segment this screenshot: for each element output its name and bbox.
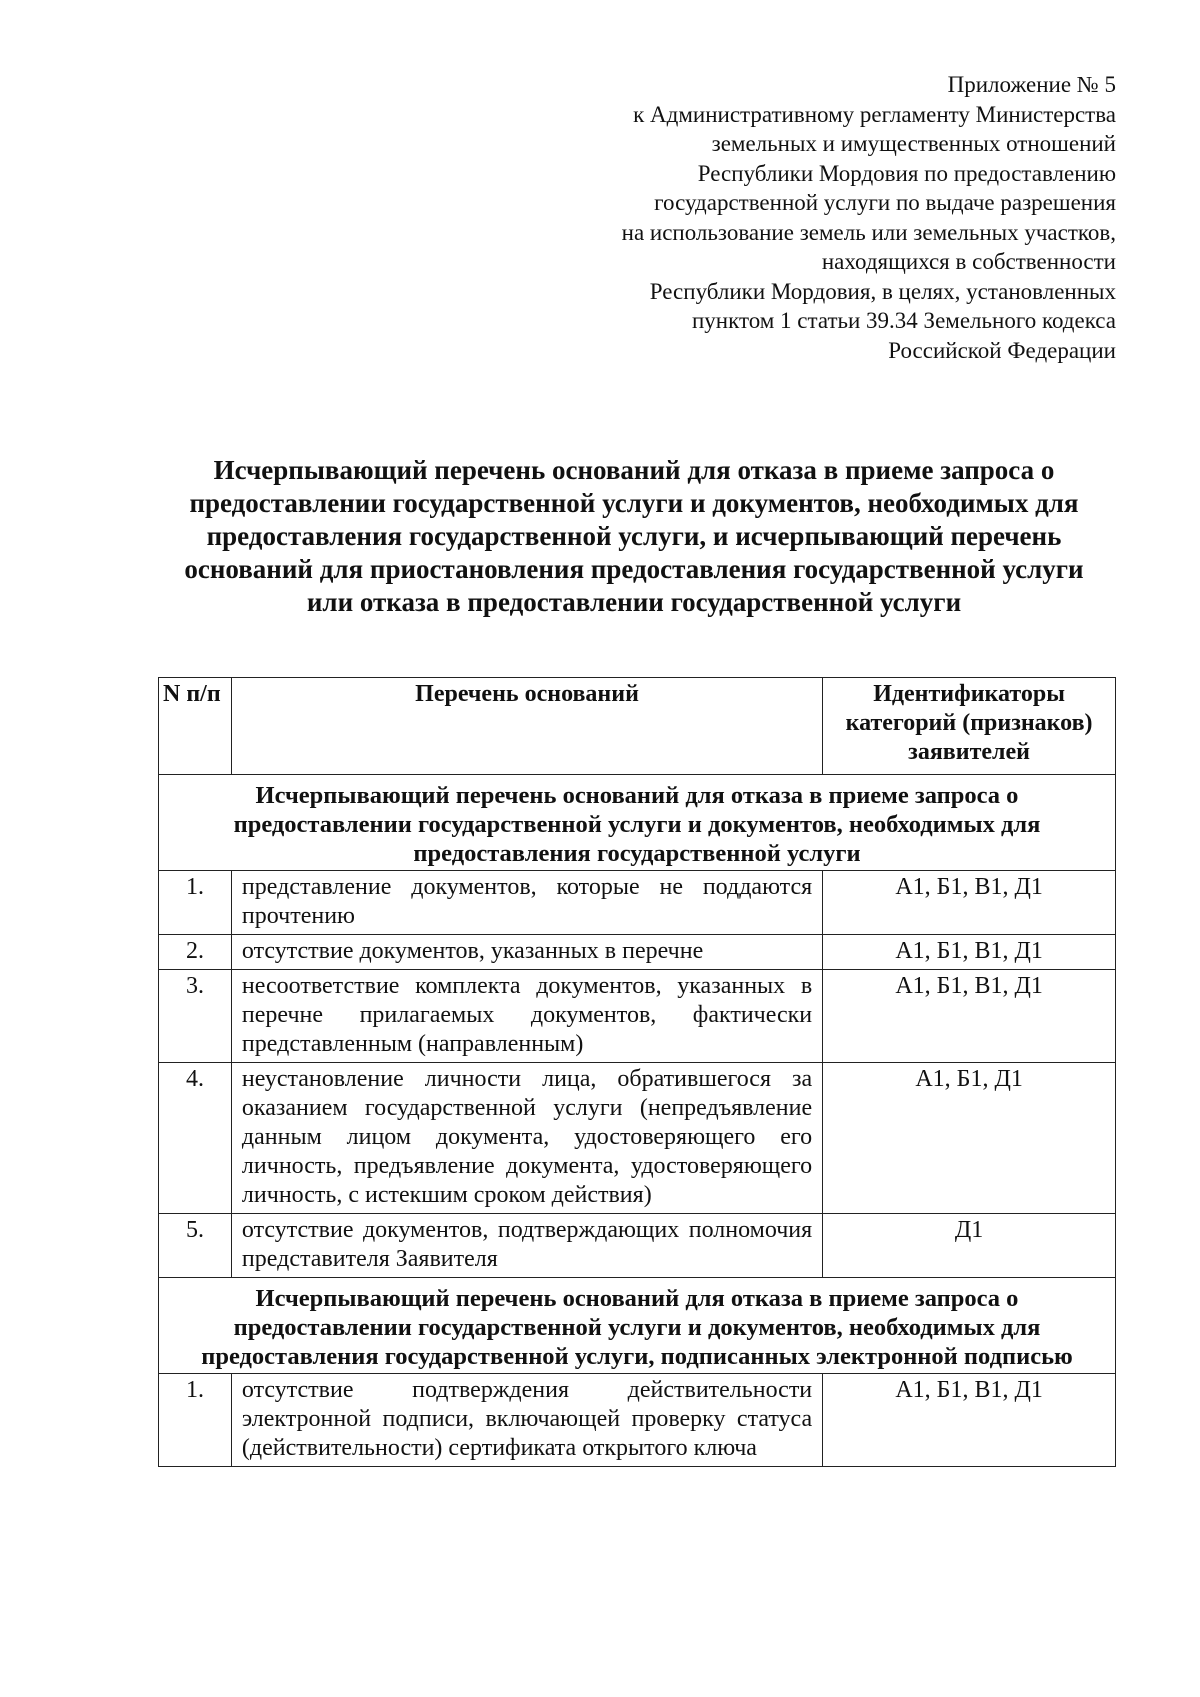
- row-num: 2.: [159, 935, 232, 970]
- header-grounds: Перечень оснований: [231, 678, 822, 775]
- title-line: Исчерпывающий перечень оснований для отказа в приеме запроса о: [213, 455, 1055, 485]
- appendix-line: на использование земель или земельных участков,: [621, 219, 1116, 245]
- header-num: N п/п: [159, 678, 232, 775]
- row-ids: А1, Б1, В1, Д1: [823, 1374, 1116, 1467]
- appendix-line: Приложение № 5: [947, 72, 1116, 97]
- title-line: предоставления государственной услуги, и исчерпывающий перечень: [206, 521, 1062, 551]
- section-title: [159, 1278, 1116, 1374]
- row-ids: А1, Б1, Д1: [823, 1063, 1116, 1214]
- row-num: 1.: [159, 871, 232, 935]
- row-num: 4.: [159, 1063, 232, 1214]
- row-ids: А1, Б1, В1, Д1: [823, 935, 1116, 970]
- appendix-reference: [496, 70, 1116, 365]
- section-title-line: предоставления государственной услуги, подписанных электронной подписью: [201, 1343, 1073, 1370]
- appendix-line: Российской Федерации: [888, 337, 1116, 363]
- section-title-line: предоставления государственной услуги: [413, 840, 861, 867]
- table-row: [159, 935, 1116, 970]
- section-title-line: Исчерпывающий перечень оснований для отказа в приеме запроса о: [255, 782, 1019, 809]
- section-title-line: предоставлении государственной услуги и документов, необходимых для: [233, 811, 1041, 838]
- row-ids: А1, Б1, В1, Д1: [823, 970, 1116, 1063]
- row-num: 1.: [159, 1374, 232, 1467]
- row-text: несоответствие комплекта документов, указанных в перечне прилагаемых документов, фактически представленным (направленным): [231, 970, 822, 1063]
- row-text: представление документов, которые не поддаются прочтению: [231, 871, 822, 935]
- table-row: [159, 871, 1116, 935]
- appendix-line: Республики Мордовия по предоставлению: [697, 160, 1116, 186]
- grounds-table: [158, 677, 1116, 1467]
- row-ids: Д1: [823, 1214, 1116, 1278]
- row-text: отсутствие документов, подтверждающих полномочия представителя Заявителя: [231, 1214, 822, 1278]
- appendix-line: государственной услуги по выдаче разрешения: [654, 190, 1116, 215]
- section-row: [159, 1278, 1116, 1374]
- section-row: [159, 775, 1116, 871]
- table-row: [159, 970, 1116, 1063]
- appendix-line: к Административному регламенту Министерства: [633, 101, 1116, 127]
- row-ids: А1, Б1, В1, Д1: [823, 871, 1116, 935]
- title-line: предоставлении государственной услуги и документов, необходимых для: [189, 488, 1079, 518]
- table-row: [159, 1214, 1116, 1278]
- table-header-row: [159, 678, 1116, 775]
- document-title: [150, 454, 1118, 619]
- appendix-line: находящихся в собственности: [821, 249, 1116, 274]
- title-line: или отказа в предоставлении государственной услуги: [306, 587, 962, 617]
- appendix-line: пунктом 1 статьи 39.34 Земельного кодекса: [691, 308, 1116, 333]
- appendix-line: Республики Мордовия, в целях, установленных: [649, 278, 1116, 304]
- section-title-line: предоставлении государственной услуги и документов, необходимых для: [233, 1314, 1041, 1341]
- header-ids: Идентификаторы категорий (признаков) заявителей: [823, 678, 1116, 775]
- section-title-line: Исчерпывающий перечень оснований для отказа в приеме запроса о: [255, 1285, 1019, 1312]
- section-title: [159, 775, 1116, 871]
- row-text: отсутствие документов, указанных в перечне: [231, 935, 822, 970]
- title-line: оснований для приостановления предоставления государственной услуги: [184, 554, 1084, 584]
- table-row: [159, 1374, 1116, 1467]
- row-num: 5.: [159, 1214, 232, 1278]
- row-text: отсутствие подтверждения действительности электронной подписи, включающей проверку статуса (действительности) сертификата открытого ключа: [231, 1374, 822, 1467]
- appendix-line: земельных и имущественных отношений: [711, 131, 1116, 156]
- table-row: [159, 1063, 1116, 1214]
- row-text: неустановление личности лица, обратившегося за оказанием государственной услуги (непредъявление данным лицом документа, удостоверяющего его личность, предъявление документа, удостоверяющего личность, с истекшим сроком действия): [231, 1063, 822, 1214]
- row-num: 3.: [159, 970, 232, 1063]
